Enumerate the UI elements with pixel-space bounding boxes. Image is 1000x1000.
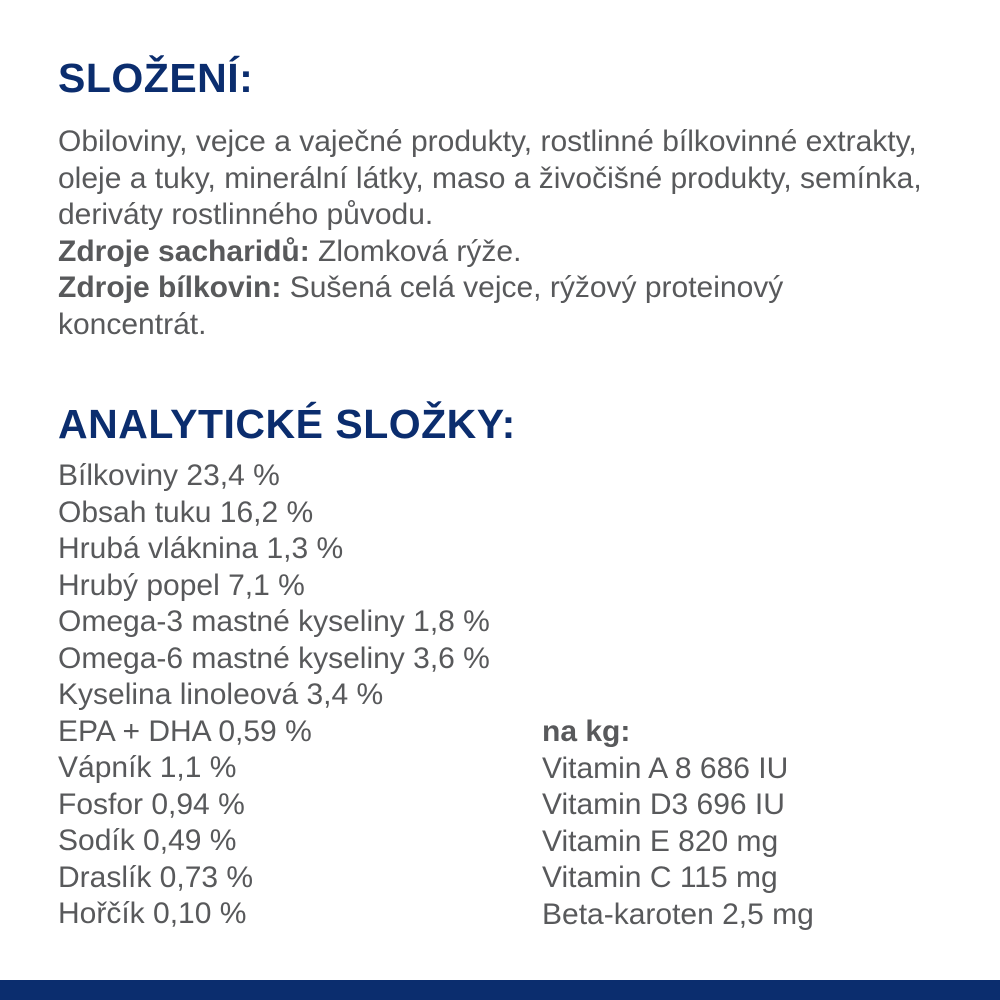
protein-sources	[58, 270, 938, 343]
footer-bar	[0, 980, 1000, 1000]
per-kg-list	[542, 714, 814, 933]
vitamin-item: Vitamin C 115 mg	[542, 861, 778, 894]
per-kg-heading: na kg:	[542, 715, 631, 748]
carbohydrate-sources	[58, 234, 938, 271]
analytical-item: Fosfor 0,94 %	[58, 787, 245, 821]
composition-text	[58, 124, 938, 343]
carbohydrate-sources-value: Zlomková rýže.	[309, 234, 522, 268]
vitamin-item: Beta-karoten 2,5 mg	[542, 897, 814, 931]
analytical-item: Vápník 1,1 %	[58, 751, 237, 784]
analytical-list	[58, 458, 490, 933]
analytical-item: Draslík 0,73 %	[58, 860, 254, 894]
vitamin-item: Vitamin A 8 686 IU	[542, 751, 789, 785]
analytical-item: Obsah tuku 16,2 %	[58, 495, 314, 529]
carbohydrate-sources-label: Zdroje sacharidů:	[58, 234, 310, 268]
analytical-item: EPA + DHA 0,59 %	[58, 714, 312, 748]
ingredients-paragraph: Obiloviny, vejce a vaječné produkty, rostlinné bílkovinné extrakty, oleje a tuky, minerální látky, maso a živočišné produkty, semínka, deriváty rostlinného původu.	[58, 125, 922, 231]
analytical-item: Kyselina linoleová 3,4 %	[58, 678, 384, 711]
protein-sources-label: Zdroje bílkovin:	[58, 271, 282, 304]
analytical-item: Hrubá vláknina 1,3 %	[58, 532, 344, 565]
analytical-item: Bílkoviny 23,4 %	[58, 459, 280, 492]
analytical-item: Hořčík 0,10 %	[58, 897, 247, 930]
analytical-item: Omega-3 mastné kyseliny 1,8 %	[58, 605, 490, 638]
vitamin-item: Vitamin E 820 mg	[542, 824, 779, 858]
protein-sources-value: Sušená celá vejce, rýžový proteinový koncentrát.	[58, 271, 784, 341]
composition-heading: SLOŽENÍ:	[58, 55, 254, 101]
analytical-item: Sodík 0,49 %	[58, 824, 237, 857]
analytical-item: Omega-6 mastné kyseliny 3,6 %	[58, 641, 490, 675]
vitamin-item: Vitamin D3 696 IU	[542, 788, 785, 821]
analytical-item: Hrubý popel 7,1 %	[58, 568, 305, 602]
analytical-heading: ANALYTICKÉ SLOŽKY:	[58, 401, 516, 447]
